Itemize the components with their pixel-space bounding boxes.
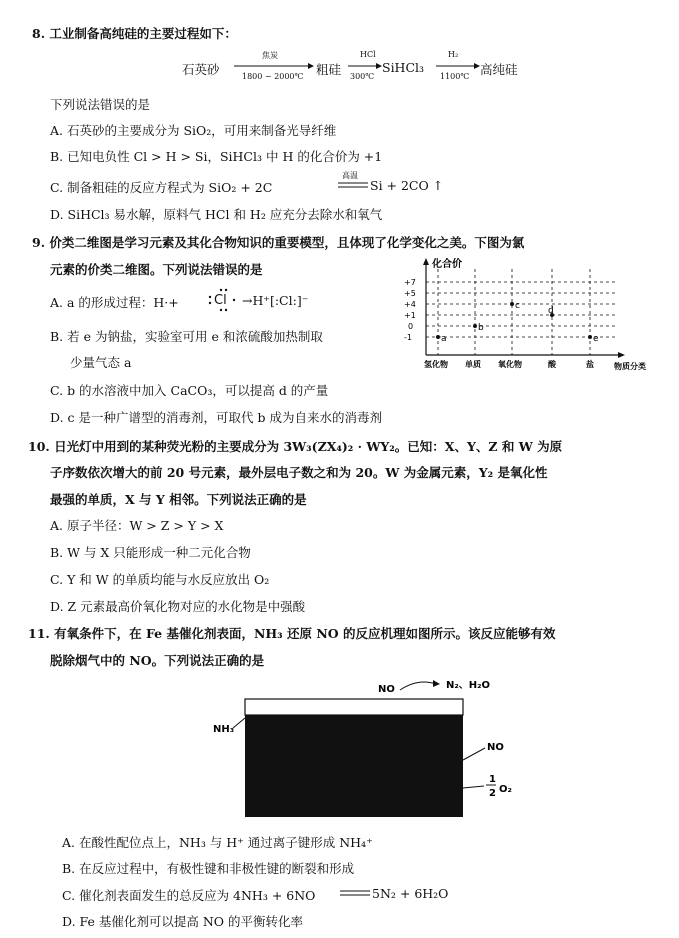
chart-y-tick: +4 bbox=[404, 300, 416, 309]
chart-x-cat: 氢化物 bbox=[424, 360, 448, 369]
chart-x-cat: 单质 bbox=[465, 360, 481, 369]
chart-y-tick: +1 bbox=[404, 311, 416, 320]
q9-option-d: D. c 是一种广谱型的消毒剂，可取代 b 成为自来水的消毒剂 bbox=[50, 410, 382, 425]
q8-flow-arrow3-top: H₂ bbox=[448, 50, 459, 59]
fig-nh3: NH₃ bbox=[213, 724, 235, 735]
chart-x-cat: 盐 bbox=[586, 360, 594, 369]
q8-option-c-lhs: C. 制备粗硅的反应方程式为 SiO₂ + 2C bbox=[50, 180, 273, 195]
q8-flow-arrow3 bbox=[434, 60, 480, 72]
q9-stem-line2: 元素的价类二维图。下列说法错误的是 bbox=[50, 262, 263, 277]
q8-flow-arrow1 bbox=[232, 60, 316, 72]
chart-x-categories bbox=[424, 359, 594, 369]
chart-x-cat: 酸 bbox=[548, 360, 556, 369]
fig-no-right: NO bbox=[487, 742, 504, 753]
q8-stem: 8. 工业制备高纯硅的主要过程如下： bbox=[32, 26, 237, 41]
catalyst-body bbox=[245, 715, 463, 817]
q9-option-a-cl-lewis bbox=[204, 284, 238, 314]
chart-x-cat: 氧化物 bbox=[498, 360, 522, 369]
catalyst-surface-layer bbox=[245, 699, 463, 715]
q8-flow-pure-si: 高纯硅 bbox=[480, 62, 518, 77]
q8-option-b: B. 已知电负性 Cl > H > Si，SiHCl₃ 中 H 的化合价为 +1 bbox=[50, 149, 383, 164]
q8-flow-crude-si: 粗硅 bbox=[316, 62, 342, 77]
chart-y-tick: +7 bbox=[404, 278, 416, 287]
chart-point-label: e bbox=[593, 334, 599, 344]
q8-flow-arrow1-top: 焦炭 bbox=[262, 51, 278, 60]
q8-option-c-rhs: Si + 2CO ↑ bbox=[370, 178, 444, 193]
q8-flow-arrow3-bottom: 1100℃ bbox=[440, 72, 470, 81]
chart-y-ticks bbox=[404, 278, 416, 342]
chart-y-tick: -1 bbox=[404, 333, 412, 342]
q11-option-c-lhs: C. 催化剂表面发生的总反应为 4NH₃ + 6NO bbox=[62, 888, 316, 903]
q8-option-d: D. SiHCl₃ 易水解，原料气 HCl 和 H₂ 应充分去除水和氧气 bbox=[50, 207, 383, 222]
q11-mechanism-figure bbox=[200, 670, 530, 830]
q8-flow-sihcl3: SiHCl₃ bbox=[382, 60, 425, 75]
q9-option-a-rhs: →H⁺[:Cl:]⁻ bbox=[242, 293, 309, 308]
fig-o2-numerator: 1 bbox=[489, 774, 496, 785]
q8-prompt: 下列说法错误的是 bbox=[50, 97, 151, 112]
chart-y-tick: +5 bbox=[404, 289, 416, 298]
chart-y-label: 化合价 bbox=[432, 259, 462, 270]
q10-stem-line2: 子序数依次增大的前 20 号元素，最外层电子数之和为 20。W 为金属元素，Y₂ 是氧化性 bbox=[50, 465, 548, 480]
fig-o2-denominator: 2 bbox=[489, 788, 496, 799]
chart-x-label: 物质分类 bbox=[614, 362, 646, 371]
chart-point-label: b bbox=[478, 323, 484, 333]
q8-option-a: A. 石英砂的主要成分为 SiO₂，可用来制备光导纤维 bbox=[50, 123, 337, 138]
q10-option-b: B. W 与 X 只能形成一种二元化合物 bbox=[50, 545, 251, 560]
q10-option-c: C. Y 和 W 的单质均能与水反应放出 O₂ bbox=[50, 572, 270, 587]
q11-option-b: B. 在反应过程中，有极性键和非极性键的断裂和形成 bbox=[62, 861, 355, 876]
svg-text:Cl: Cl bbox=[214, 293, 227, 308]
q8-flow-arrow2 bbox=[346, 60, 382, 72]
chart-point-label: a bbox=[441, 334, 447, 344]
chart-points bbox=[436, 301, 599, 344]
q11-option-a: A. 在酸性配位点上，NH₃ 与 H⁺ 通过离子键形成 NH₄⁺ bbox=[62, 835, 373, 850]
chart-y-tick: 0 bbox=[408, 322, 414, 331]
q11-option-c-equals bbox=[340, 889, 370, 897]
fig-products: N₂、H₂O bbox=[446, 680, 490, 691]
q11-stem-line2: 脱除烟气中的 NO。下列说法正确的是 bbox=[50, 653, 265, 668]
fig-o2: O₂ bbox=[499, 784, 512, 795]
q11-option-c-rhs: 5N₂ + 6H₂O bbox=[372, 886, 449, 901]
q8-flow-arrow2-bottom: 300℃ bbox=[350, 72, 375, 81]
q11-option-d: D. Fe 基催化剂可以提高 NO 的平衡转化率 bbox=[62, 914, 304, 929]
q8-flow-arrow2-top: HCl bbox=[360, 50, 376, 59]
q10-option-d: D. Z 元素最高价氧化物对应的水化物是中强酸 bbox=[50, 599, 306, 614]
q9-option-c: C. b 的水溶液中加入 CaCO₃，可以提高 d 的产量 bbox=[50, 383, 329, 398]
chart-point-a bbox=[436, 335, 440, 339]
q9-option-b-line1: B. 若 e 为钠盐，实验室可用 e 和浓硫酸加热制取 bbox=[50, 329, 323, 344]
q8-option-c-equals bbox=[338, 181, 368, 189]
q9-option-b-line2: 少量气态 a bbox=[70, 355, 132, 370]
q8-flow-arrow1-bottom: 1800 ~ 2000℃ bbox=[242, 72, 304, 81]
chart-grid bbox=[426, 269, 615, 355]
q9-stem-line1: 9. 价类二维图是学习元素及其化合物知识的重要模型，且体现了化学变化之美。下图为氯 bbox=[32, 235, 525, 250]
chart-point-e bbox=[588, 335, 592, 339]
chart-point-c bbox=[510, 302, 514, 306]
fig-no-top: NO bbox=[378, 684, 395, 695]
q10-stem-line3: 最强的单质，X 与 Y 相邻。下列说法正确的是 bbox=[50, 492, 307, 507]
chart-point-b bbox=[473, 324, 477, 328]
q10-stem-line1: 10. 日光灯中用到的某种荧光粉的主要成分为 3W₃(ZX₄)₂ · WY₂。已知：X、Y、Z 和 W 为原 bbox=[28, 439, 563, 454]
chart-point-label: d bbox=[548, 306, 554, 316]
q8-option-c-condition: 高温 bbox=[342, 171, 358, 180]
q10-option-a: A. 原子半径：W > Z > Y > X bbox=[50, 518, 224, 533]
q9-valence-chart bbox=[390, 255, 665, 380]
q9-option-a-lhs: A. a 的形成过程：H·+ bbox=[50, 295, 179, 310]
q11-stem-line1: 11. 有氧条件下，在 Fe 基催化剂表面，NH₃ 还原 NO 的反应机理如图所示。该反应能够有效 bbox=[28, 626, 556, 641]
chart-point-label: c bbox=[515, 301, 520, 311]
q8-flow-quartz: 石英砂 bbox=[182, 62, 220, 77]
